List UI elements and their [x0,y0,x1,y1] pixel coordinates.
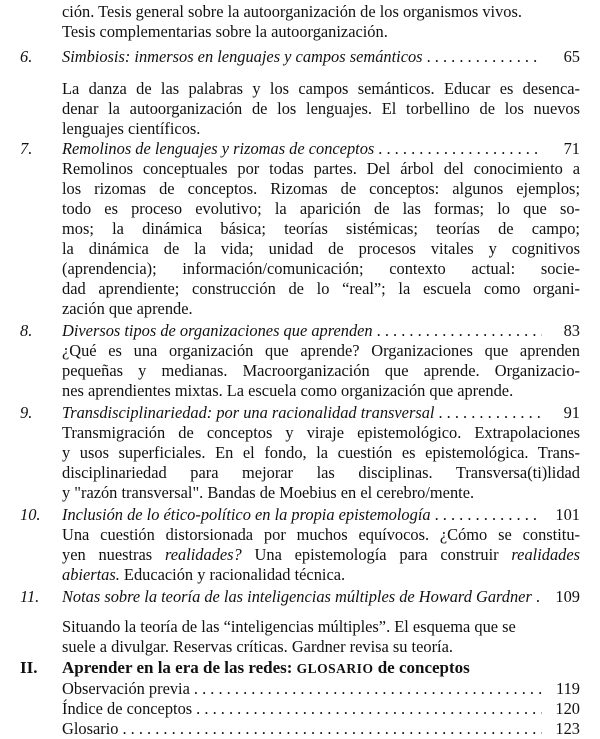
dot-leader [435,505,542,525]
page-number: 65 [563,47,580,66]
summary-line: suele a divulgar. Reservas críticas. Gardner revisa su teoría. [62,637,453,656]
dot-leader [377,321,542,341]
summary-line: pequeñas y medianas. Macroorganización que aprende. Organizacio- [62,361,580,380]
summary-line: los rizomas de conceptos. Rizomas de conceptos: algunos ejemplos; [62,179,580,198]
page-number: 120 [555,699,580,718]
dot-leader [536,587,542,607]
page-number: 119 [556,679,580,698]
chapter-title[interactable]: Inclusión de lo ético-político en la propia epistemología [62,505,431,524]
summary-line: Transmigración de conceptos y viraje epistemológico. Extrapolaciones [62,423,580,442]
summary-line: y "razón transversal". Bandas de Moebius en el cerebro/mente. [62,483,475,502]
toc-entry-indice-de-conceptos[interactable] [0,699,600,719]
toc-entry-observacion-previa[interactable] [0,679,600,699]
summary-line [62,545,580,565]
dot-leader [194,679,542,699]
summary-emphasis: realidades [511,545,580,564]
toc-entry-glosario[interactable] [0,719,600,739]
summary-emphasis: realidades? [164,545,242,564]
part-number: II. [20,658,38,677]
summary-line: disciplinariedad para mejorar las disciplinas. Transversa(ti)lidad [62,463,580,482]
dot-leader [196,699,542,719]
chapter-title[interactable]: Transdisciplinariedad: por una racionalidad transversal [62,403,435,422]
summary-line: lenguajes científicos. [62,119,201,138]
entry-title[interactable]: Observación previa [62,679,190,698]
summary-line: la dinámica de la vida; unidad de procesos vitales y cognitivos [62,239,580,258]
chapter-title[interactable]: Simbiosis: inmersos en lenguajes y campos semánticos [62,47,423,66]
summary-text: Educación y racionalidad técnica. [119,565,346,584]
entry-title[interactable]: Índice de conceptos [62,699,193,718]
summary-line: nes aprendientes mixtas. La escuela como organización que aprende. [62,381,514,400]
summary-line: todo es proceso evolutivo; la aparición de las formas; lo que so- [62,199,580,218]
summary-line: dad aprendiente; construcción de lo “real”; la escuela como organi- [62,279,580,298]
chapter-title[interactable]: Remolinos de lenguajes y rizomas de conceptos [62,139,375,158]
page-number: 123 [555,719,580,738]
chapter-title[interactable]: Notas sobre la teoría de las inteligencias múltiples de Howard Gardner [62,587,532,606]
toc-entry-chapter-8[interactable] [0,321,600,341]
chapter-number: 10. [20,505,41,524]
chapter-number: 9. [20,403,33,422]
summary-line: (aprendencia); información/comunicación; contexto actual: socie- [62,259,580,278]
page-number: 91 [563,403,580,422]
page-number: 83 [563,321,580,340]
toc-entry-chapter-10[interactable] [0,505,600,525]
part-title-smallcaps: GLOSARIO [296,661,374,676]
chapter-number: 8. [20,321,33,340]
summary-line: ¿Qué es una organización que aprende? Organizaciones que aprenden [62,341,580,360]
dot-leader [122,719,542,739]
part-title[interactable] [62,657,470,680]
summary-text: yen nuestras [62,545,165,564]
toc-part-2[interactable] [0,657,600,679]
entry-title[interactable]: Glosario [62,719,119,738]
summary-line [62,565,580,585]
summary-line: zación que aprende. [62,299,193,318]
page-number: 71 [563,139,580,158]
chapter-title[interactable]: Diversos tipos de organizaciones que aprenden [62,321,373,340]
chapter-number: 7. [20,139,33,158]
page-number: 109 [555,587,580,606]
summary-line: Tesis complementarias sobre la autoorganización. [62,22,388,41]
summary-line: Remolinos conceptuales por todas partes. Del árbol del conocimiento a [62,159,580,178]
toc-entry-chapter-11[interactable] [0,587,600,607]
toc-entry-chapter-6[interactable] [0,47,600,67]
summary-line: Una cuestión distorsionada por muchos equívocos. ¿Cómo se constitu- [62,525,580,544]
summary-line: y usos superficiales. En el fondo, la cuestión es epistemológica. Trans- [62,443,580,462]
page-number: 101 [555,505,580,524]
part-title-text: Aprender en la era de las redes: [62,658,297,677]
summary-line: mos; la dinámica básica; teorías sistémicas; teorías de campo; [62,219,580,238]
dot-leader [378,139,542,159]
summary-line: Situando la teoría de las “inteligencias múltiples”. El esquema que se [62,617,516,636]
summary-line: denar la autoorganización de los lenguajes. El torbellino de los nuevos [62,99,580,118]
part-title-text: de conceptos [373,658,470,677]
summary-emphasis: abiertas. [62,565,120,584]
dot-leader [427,47,542,67]
summary-line: ción. Tesis general sobre la autoorganización de los organismos vivos. [62,2,522,21]
summary-line: La danza de las palabras y los campos semánticos. Educar es desenca- [62,79,580,98]
toc-entry-chapter-7[interactable] [0,139,600,159]
dot-leader [438,403,542,423]
toc-entry-chapter-9[interactable] [0,403,600,423]
chapter-number: 11. [20,587,40,606]
chapter-number: 6. [20,47,33,66]
summary-text: Una epistemología para construir [241,545,512,564]
